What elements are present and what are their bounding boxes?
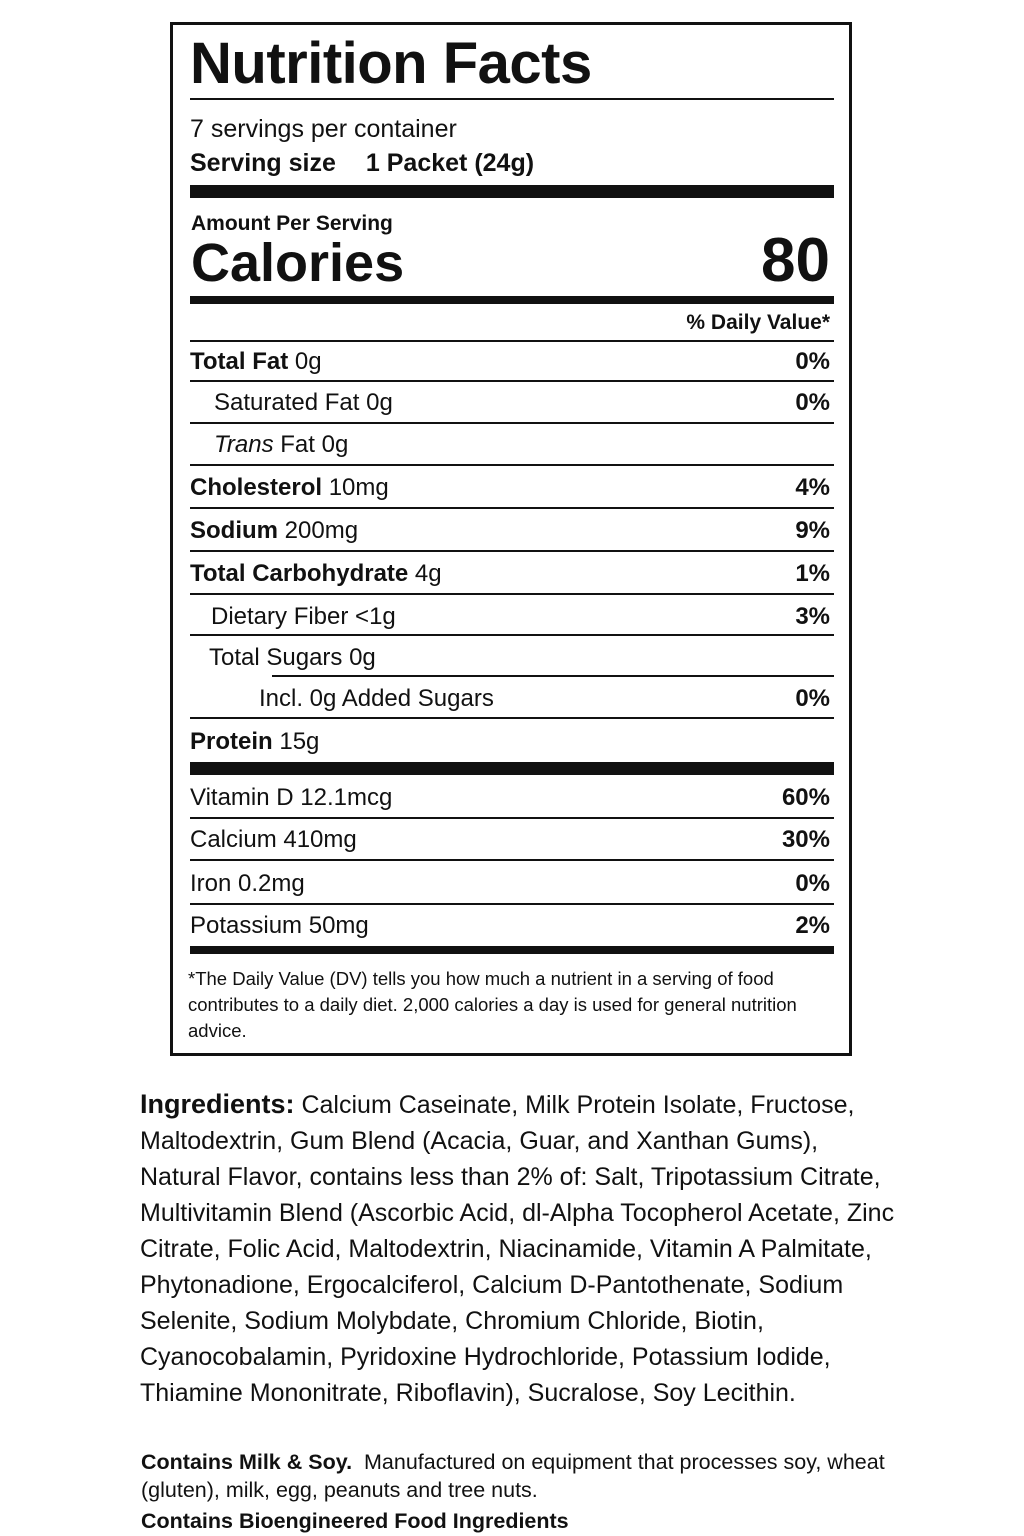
divider <box>190 817 834 819</box>
medium-divider <box>190 946 834 954</box>
calories-value: 80 <box>761 226 830 295</box>
indented-divider <box>272 675 834 677</box>
servings-per-container: 7 servings per container <box>190 115 457 143</box>
divider <box>190 593 834 595</box>
serving-size-label: Serving size <box>190 149 336 177</box>
divider <box>190 98 834 100</box>
daily-value-percent: 0% <box>795 685 830 712</box>
nutrient-row-trans-fat: Trans Fat 0g <box>214 431 349 458</box>
nutrient-row-saturated-fat: Saturated Fat 0g 0% <box>214 389 830 416</box>
nutrient-row-total-carbohydrate: Total Carbohydrate 4g 1% <box>190 560 830 587</box>
facility-statement: Manufactured on equipment that processes soy, wheat (gluten), milk, egg, peanuts and tree nuts. <box>141 1450 885 1502</box>
divider <box>190 380 834 382</box>
vitamin-row-calcium: Calcium 410mg 30% <box>190 826 830 853</box>
daily-value-percent: 0% <box>795 389 830 416</box>
contains-statement: Contains Milk & Soy. <box>141 1450 353 1474</box>
divider <box>190 340 834 342</box>
daily-value-footnote: *The Daily Value (DV) tells you how much a nutrient in a serving of food contributes to a daily diet. 2,000 calories a day is used for general nutrition advice. <box>188 968 797 1041</box>
daily-value-percent: 3% <box>795 603 830 630</box>
divider <box>190 634 834 636</box>
label-title: Nutrition Facts <box>190 31 592 96</box>
thick-divider <box>190 185 834 198</box>
divider <box>190 859 834 861</box>
bioengineered-statement: Contains Bioengineered Food Ingredients <box>141 1509 569 1533</box>
divider <box>190 903 834 905</box>
allergen-statement <box>141 1448 901 1504</box>
vitamin-row-vitamin-d: Vitamin D 12.1mcg 60% <box>190 784 830 811</box>
nutrient-row-sodium: Sodium 200mg 9% <box>190 517 830 544</box>
ingredients-text: Calcium Caseinate, Milk Protein Isolate, Fructose, Maltodextrin, Gum Blend (Acacia, Guar, and Xanthan Gums), Natural Flavor, contains less than 2% of: Salt, Tripotassium Citrate, Multivitamin Blend (Ascorbic Acid, dl-Alpha Tocopherol Acetate, Zinc Citrate, Folic Acid, Maltodextrin, Niacinamide, Vitamin A Palmitate, Phytonadione, Ergocalciferol, Calcium D-Pantothenate, Sodium Selenite, Sodium Molybdate, Chromium Chloride, Biotin, Cyanocobalamin, Pyridoxine Hydrochloride, Potassium Iodide, Thiamine Mononitrate, Riboflavin), Sucralose, Soy Lecithin. <box>140 1091 895 1407</box>
thick-divider <box>190 762 834 775</box>
daily-value-percent: 30% <box>781 826 830 853</box>
nutrient-row-cholesterol: Cholesterol 10mg 4% <box>190 474 830 501</box>
daily-value-percent: 60% <box>781 784 830 811</box>
vitamin-row-iron: Iron 0.2mg 0% <box>190 870 830 897</box>
vitamin-row-potassium: Potassium 50mg 2% <box>190 912 830 939</box>
divider <box>190 507 834 509</box>
daily-value-percent: 1% <box>795 560 830 587</box>
divider <box>190 422 834 424</box>
nutrient-row-dietary-fiber: Dietary Fiber <1g 3% <box>211 603 830 630</box>
daily-value-percent: 0% <box>795 348 830 375</box>
serving-size-value: 1 Packet (24g) <box>365 149 535 177</box>
daily-value-percent: 2% <box>795 912 830 939</box>
divider <box>190 464 834 466</box>
nutrient-row-total-fat: Total Fat 0g 0% <box>190 348 830 375</box>
daily-value-header: % Daily Value* <box>686 311 830 334</box>
daily-value-percent: 9% <box>795 517 830 544</box>
nutrient-row-protein: Protein 15g <box>190 728 320 755</box>
amount-per-serving: Amount Per Serving <box>191 212 393 235</box>
calories-label: Calories <box>191 233 405 293</box>
daily-value-percent: 0% <box>795 870 830 897</box>
daily-value-percent: 4% <box>795 474 830 501</box>
serving-size <box>190 148 534 178</box>
ingredients-heading: Ingredients: <box>140 1089 295 1119</box>
divider <box>190 550 834 552</box>
nutrient-row-added-sugars: Incl. 0g Added Sugars 0% <box>259 685 830 712</box>
nutrient-row-total-sugars: Total Sugars 0g <box>209 644 376 671</box>
ingredients-list <box>140 1086 900 1411</box>
medium-divider <box>190 296 834 304</box>
divider <box>190 717 834 719</box>
